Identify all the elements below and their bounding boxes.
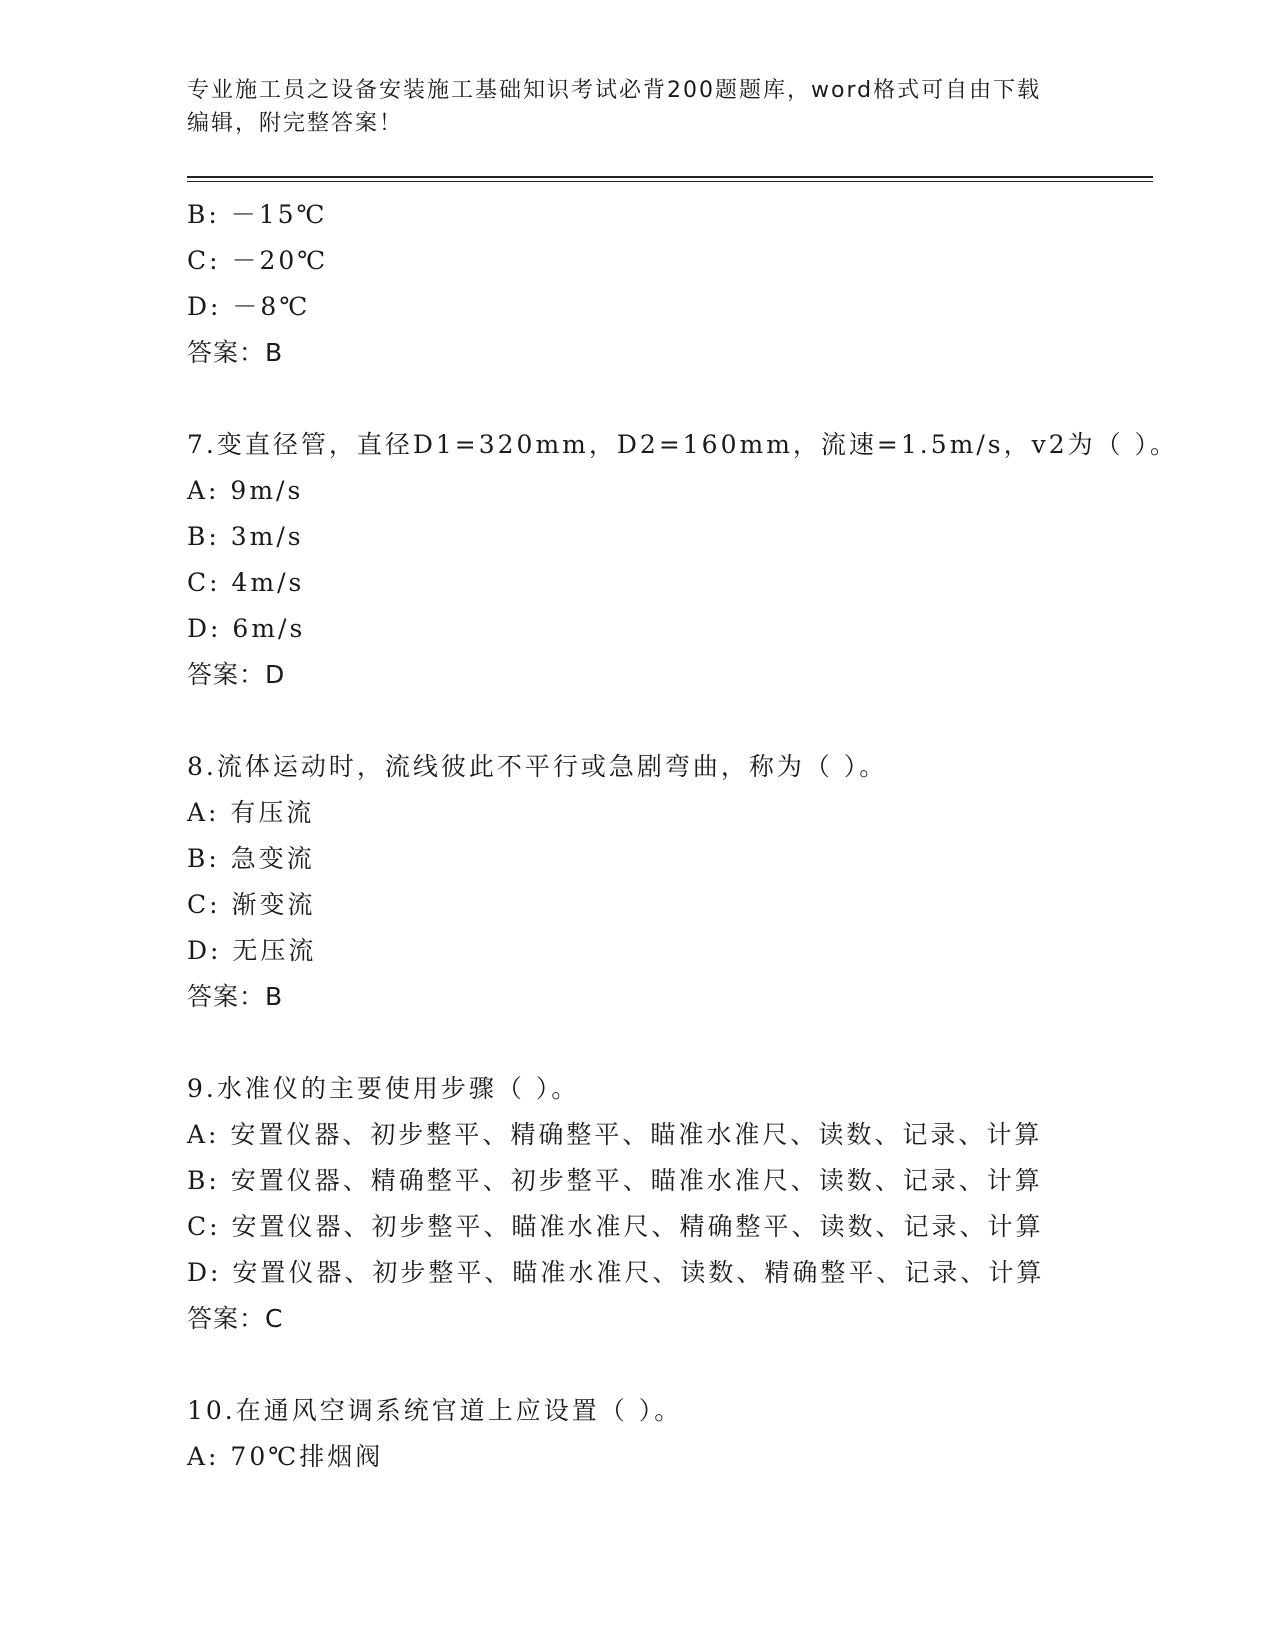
option-d: D: 6m/s <box>187 614 306 643</box>
question-text: 8.流体运动时，流线彼此不平行或急剧弯曲，称为（ ）。 <box>187 752 888 781</box>
option-b: B: 急变流 <box>187 844 315 873</box>
answer: 答案：B <box>187 982 284 1011</box>
answer: 答案：D <box>187 660 286 689</box>
option-c: C: 安置仪器、初步整平、瞄准水准尺、精确整平、读数、记录、计算 <box>187 1212 1044 1241</box>
document-body <box>187 192 1179 1480</box>
question-9 <box>187 1066 1147 1342</box>
answer: 答案：C <box>187 1304 284 1333</box>
option-b: B: 安置仪器、精确整平、初步整平、瞄准水准尺、读数、记录、计算 <box>187 1166 1043 1195</box>
question-text: 10.在通风空调系统官道上应设置（ ）。 <box>187 1396 683 1425</box>
option-a: A: 9m/s <box>187 476 304 505</box>
question-10 <box>187 1388 1147 1480</box>
header-divider-thin <box>187 181 1153 182</box>
question-7 <box>187 422 1179 698</box>
option-a: A: 安置仪器、初步整平、精确整平、瞄准水准尺、读数、记录、计算 <box>187 1120 1043 1149</box>
option-a: A: 有压流 <box>187 798 315 827</box>
header-line-1: 专业施工员之设备安装施工基础知识考试必背200题题库，word格式可自由下载 <box>187 78 1042 103</box>
option-b: B: －15℃ <box>187 200 328 229</box>
option-c: C: 4m/s <box>187 568 305 597</box>
question-8 <box>187 744 1147 1020</box>
option-a: A: 70℃排烟阀 <box>187 1442 384 1471</box>
question-6-partial <box>187 192 1147 376</box>
question-text: 9.水准仪的主要使用步骤（ ）。 <box>187 1074 580 1103</box>
header-line-2: 编辑，附完整答案！ <box>187 111 404 136</box>
document-header <box>187 74 1067 140</box>
option-b: B: 3m/s <box>187 522 304 551</box>
answer: 答案：B <box>187 338 284 367</box>
question-text: 7.变直径管，直径D1=320mm，D2=160mm，流速=1.5m/s，v2为（ ）。 <box>187 430 1179 459</box>
header-divider-thick <box>187 176 1153 178</box>
option-d: D: 无压流 <box>187 936 317 965</box>
option-d: D: －8℃ <box>187 292 311 321</box>
option-c: C: －20℃ <box>187 246 329 275</box>
option-d: D: 安置仪器、初步整平、瞄准水准尺、读数、精确整平、记录、计算 <box>187 1258 1045 1287</box>
option-c: C: 渐变流 <box>187 890 316 919</box>
